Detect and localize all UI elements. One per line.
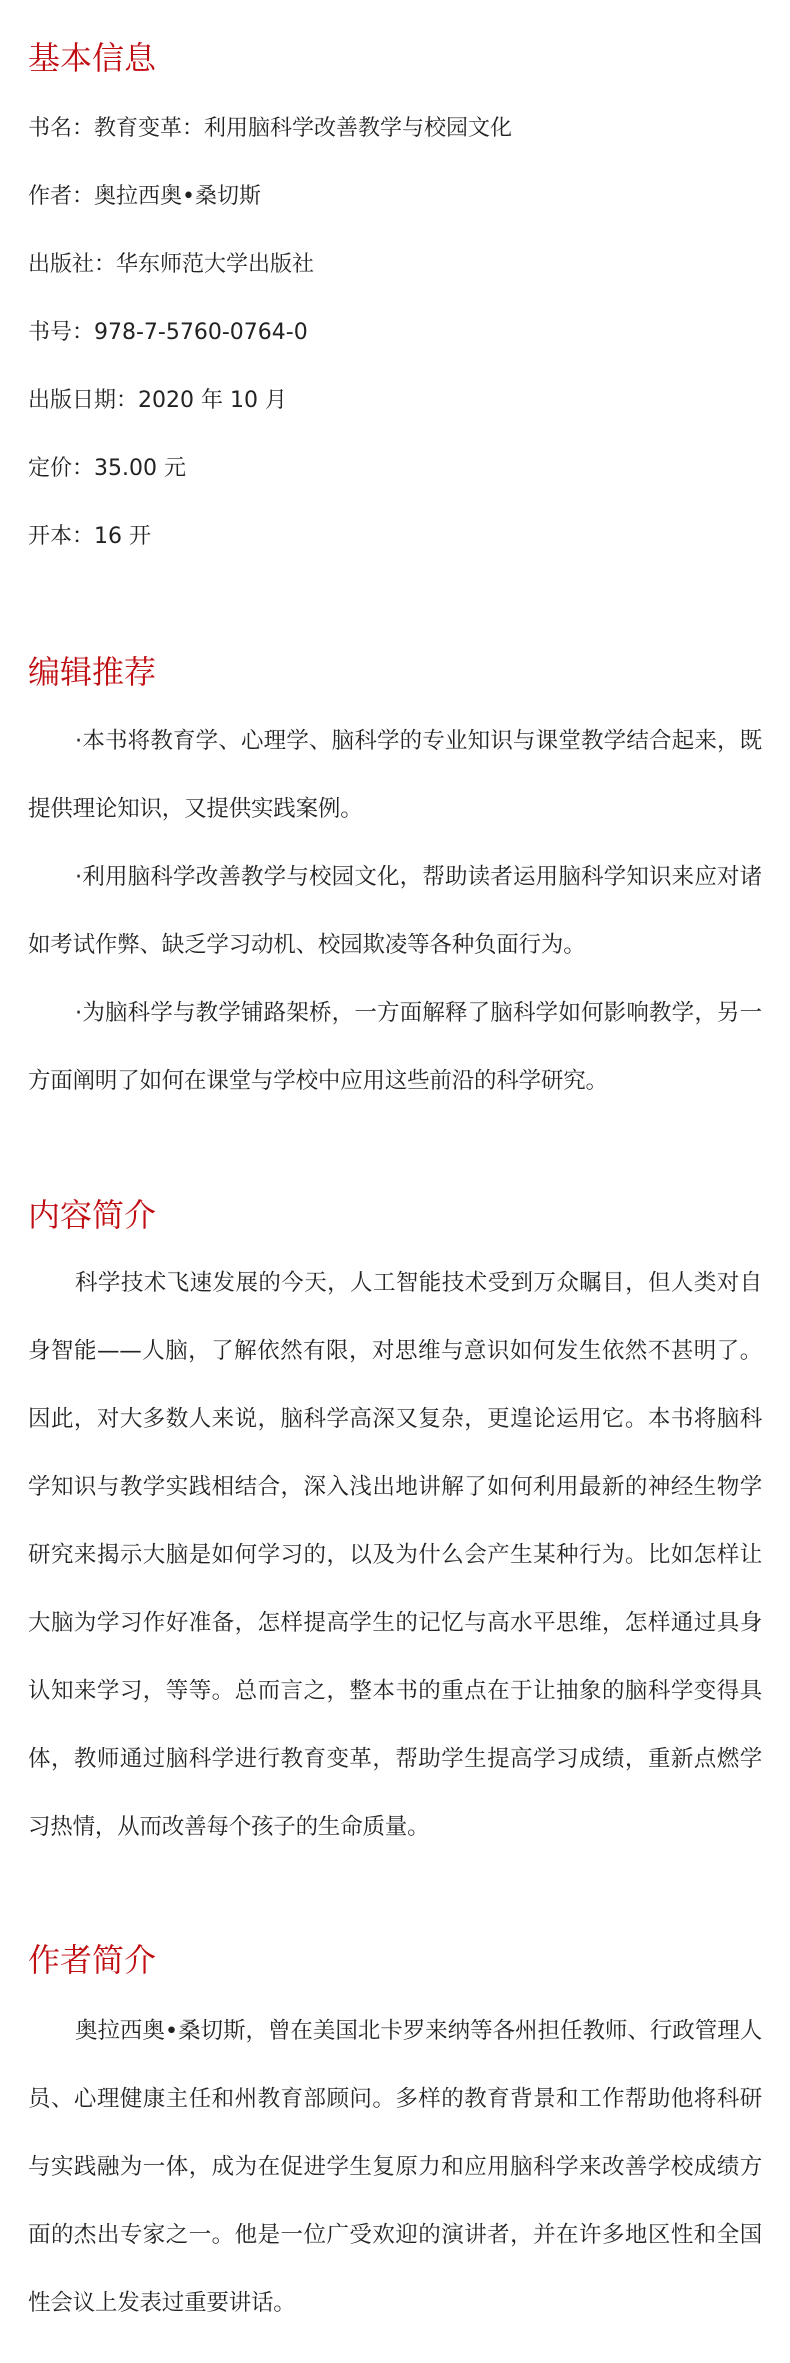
editor-recommend-title: 编辑推荐	[28, 653, 157, 691]
author-line: 作者：奥拉西奥•桑切斯	[28, 184, 261, 209]
recommend-paragraph-2: ·利用脑科学改善教学与校园文化，帮助读者运用脑科学知识来应对诸如考试作弊、缺乏学习动机、校园欺凌等各种负面行为。	[28, 864, 762, 958]
basic-info-title: 基本信息	[28, 39, 157, 77]
author-intro-title: 作者简介	[28, 1941, 157, 1979]
format-line: 开本：16 开	[28, 524, 151, 549]
book-title-line: 书名：教育变革：利用脑科学改善教学与校园文化	[28, 116, 513, 141]
author-intro-paragraph: 奥拉西奥•桑切斯，曾在美国北卡罗来纳等各州担任教师、行政管理人员、心理健康主任和州教育部顾问。多样的教育背景和工作帮助他将科研与实践融为一体，成为在促进学生复原力和应用脑科学来改善学校成绩方面的杰出专家之一。他是一位广受欢迎的演讲者，并在许多地区性和全国性会议上发表过重要讲话。	[28, 2018, 762, 2316]
isbn-line: 书号：978-7-5760-0764-0	[28, 320, 308, 345]
content-intro-paragraph: 科学技术飞速发展的今天，人工智能技术受到万众瞩目，但人类对自身智能——人脑，了解依然有限，对思维与意识如何发生依然不甚明了。因此，对大多数人来说，脑科学高深又复杂，更遑论运用它。本书将脑科学知识与教学实践相结合，深入浅出地讲解了如何利用最新的神经生物学研究来揭示大脑是如何学习的，以及为什么会产生某种行为。比如怎样让大脑为学习作好准备，怎样提高学生的记忆与高水平思维，怎样通过具身认知来学习，等等。总而言之，整本书的重点在于让抽象的脑科学变得具体，教师通过脑科学进行教育变革，帮助学生提高学习成绩，重新点燃学习热情，从而改善每个孩子的生命质量。	[28, 1270, 762, 1840]
publisher-line: 出版社：华东师范大学出版社	[28, 252, 315, 277]
publish-date-line: 出版日期：2020 年 10 月	[28, 388, 287, 413]
price-line: 定价：35.00 元	[28, 456, 186, 481]
content-intro-title: 内容简介	[28, 1196, 157, 1234]
recommend-paragraph-3: ·为脑科学与教学铺路架桥，一方面解释了脑科学如何影响教学，另一方面阐明了如何在课堂与学校中应用这些前沿的科学研究。	[28, 1000, 762, 1094]
recommend-paragraph-1: ·本书将教育学、心理学、脑科学的专业知识与课堂教学结合起来，既提供理论知识，又提供实践案例。	[28, 728, 762, 822]
